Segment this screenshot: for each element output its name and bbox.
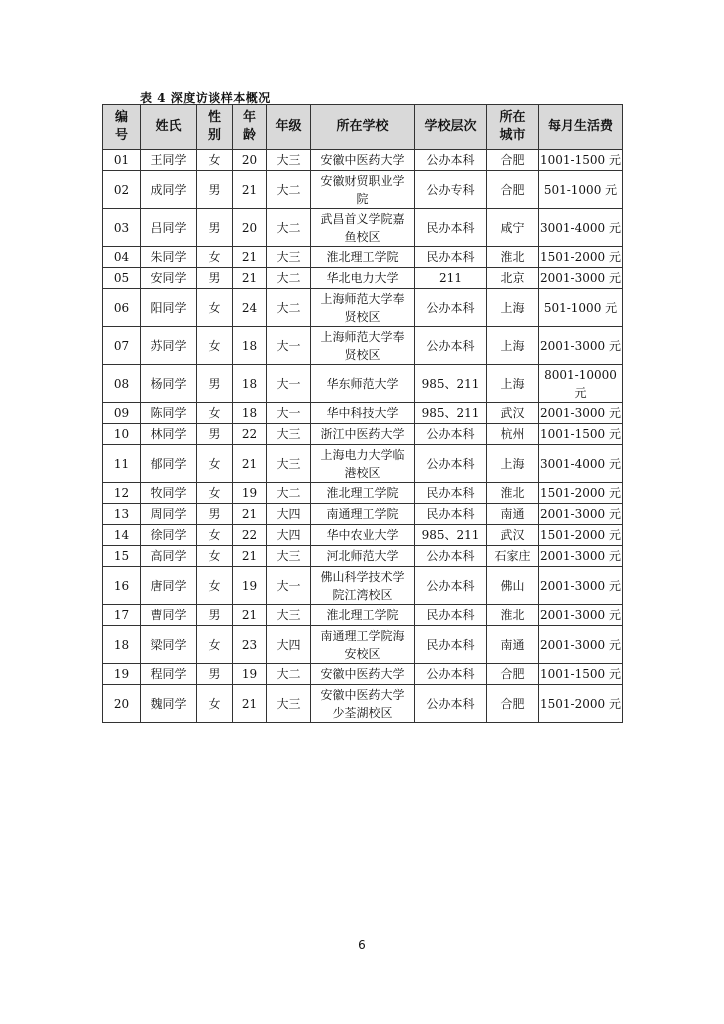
cell-level: 211 [415,268,487,289]
table-row [103,685,623,723]
cell-school: 安徽中医药大学 [311,664,415,685]
cell-id: 10 [103,424,141,445]
cell-age: 23 [233,626,267,664]
cell-city: 杭州 [487,424,539,445]
cell-grade: 大二 [267,268,311,289]
cell-gender: 女 [197,289,233,327]
cell-gender: 男 [197,504,233,525]
table-row [103,150,623,171]
cell-level: 民办本科 [415,483,487,504]
cell-city: 武汉 [487,403,539,424]
header-gender: 性 别 [197,105,233,150]
cell-grade: 大四 [267,525,311,546]
cell-school: 华东师范大学 [311,365,415,403]
cell-school: 淮北理工学院 [311,605,415,626]
cell-age: 19 [233,567,267,605]
cell-cost: 501-1000 元 [539,289,623,327]
cell-grade: 大二 [267,664,311,685]
cell-level: 公办专科 [415,171,487,209]
cell-cost: 1501-2000 元 [539,483,623,504]
table-row [103,365,623,403]
cell-age: 18 [233,327,267,365]
cell-id: 01 [103,150,141,171]
cell-city: 上海 [487,289,539,327]
cell-cost: 8001-10000 元 [539,365,623,403]
cell-age: 19 [233,664,267,685]
cell-gender: 女 [197,626,233,664]
cell-name: 吕同学 [141,209,197,247]
cell-level: 公办本科 [415,289,487,327]
cell-school: 淮北理工学院 [311,247,415,268]
cell-school: 南通理工学院 [311,504,415,525]
cell-school: 淮北理工学院 [311,483,415,504]
cell-name: 高同学 [141,546,197,567]
cell-level: 民办本科 [415,605,487,626]
cell-school: 浙江中医药大学 [311,424,415,445]
cell-id: 13 [103,504,141,525]
cell-gender: 女 [197,403,233,424]
cell-grade: 大一 [267,365,311,403]
cell-cost: 1001-1500 元 [539,150,623,171]
table-caption: 表 4 深度访谈样本概况 [140,91,271,105]
table-row [103,424,623,445]
header-school: 所在学校 [311,105,415,150]
header-cost: 每月生活费 [539,105,623,150]
cell-level: 公办本科 [415,445,487,483]
cell-school: 华北电力大学 [311,268,415,289]
cell-name: 林同学 [141,424,197,445]
cell-school: 华中科技大学 [311,403,415,424]
cell-age: 19 [233,483,267,504]
cell-age: 21 [233,171,267,209]
cell-id: 19 [103,664,141,685]
cell-cost: 1501-2000 元 [539,247,623,268]
cell-city: 南通 [487,626,539,664]
cell-name: 牧同学 [141,483,197,504]
cell-cost: 2001-3000 元 [539,504,623,525]
cell-cost: 2001-3000 元 [539,567,623,605]
cell-city: 合肥 [487,685,539,723]
cell-gender: 女 [197,525,233,546]
cell-school: 安徽中医药大学 [311,150,415,171]
cell-id: 15 [103,546,141,567]
table-body [103,150,623,723]
cell-id: 11 [103,445,141,483]
cell-age: 21 [233,268,267,289]
cell-school: 安徽财贸职业学 院 [311,171,415,209]
cell-name: 安同学 [141,268,197,289]
cell-school: 南通理工学院海 安校区 [311,626,415,664]
table-row [103,327,623,365]
cell-city: 咸宁 [487,209,539,247]
table-row [103,445,623,483]
cell-school: 上海师范大学奉 贤校区 [311,289,415,327]
cell-id: 03 [103,209,141,247]
cell-name: 杨同学 [141,365,197,403]
cell-city: 淮北 [487,605,539,626]
cell-id: 14 [103,525,141,546]
cell-grade: 大三 [267,685,311,723]
cell-level: 公办本科 [415,150,487,171]
cell-id: 07 [103,327,141,365]
cell-cost: 2001-3000 元 [539,403,623,424]
table-row [103,247,623,268]
cell-level: 公办本科 [415,424,487,445]
cell-grade: 大二 [267,209,311,247]
cell-grade: 大三 [267,605,311,626]
table-row [103,525,623,546]
cell-city: 合肥 [487,150,539,171]
cell-age: 21 [233,685,267,723]
cell-id: 16 [103,567,141,605]
cell-grade: 大一 [267,327,311,365]
cell-id: 05 [103,268,141,289]
header-grade: 年级 [267,105,311,150]
header-id: 编 号 [103,105,141,150]
cell-gender: 女 [197,567,233,605]
cell-city: 上海 [487,365,539,403]
cell-grade: 大三 [267,445,311,483]
cell-city: 佛山 [487,567,539,605]
cell-cost: 2001-3000 元 [539,327,623,365]
table-row [103,626,623,664]
cell-level: 民办本科 [415,504,487,525]
cell-level: 公办本科 [415,664,487,685]
cell-city: 上海 [487,445,539,483]
cell-cost: 3001-4000 元 [539,445,623,483]
cell-id: 06 [103,289,141,327]
cell-level: 民办本科 [415,626,487,664]
cell-grade: 大三 [267,546,311,567]
cell-gender: 男 [197,209,233,247]
cell-id: 12 [103,483,141,504]
cell-grade: 大二 [267,483,311,504]
cell-cost: 2001-3000 元 [539,268,623,289]
cell-id: 04 [103,247,141,268]
cell-age: 22 [233,525,267,546]
table-row [103,289,623,327]
table-row [103,664,623,685]
cell-name: 曹同学 [141,605,197,626]
cell-gender: 女 [197,546,233,567]
header-name: 姓氏 [141,105,197,150]
header-age: 年 龄 [233,105,267,150]
cell-grade: 大三 [267,424,311,445]
header-level: 学校层次 [415,105,487,150]
cell-id: 17 [103,605,141,626]
cell-cost: 3001-4000 元 [539,209,623,247]
cell-gender: 女 [197,685,233,723]
cell-age: 21 [233,445,267,483]
cell-level: 985、211 [415,365,487,403]
table-row [103,209,623,247]
cell-id: 18 [103,626,141,664]
cell-grade: 大四 [267,626,311,664]
cell-school: 佛山科学技术学 院江湾校区 [311,567,415,605]
table-row [103,483,623,504]
cell-cost: 1501-2000 元 [539,525,623,546]
table-row [103,403,623,424]
table-row [103,605,623,626]
cell-cost: 2001-3000 元 [539,546,623,567]
cell-cost: 1001-1500 元 [539,424,623,445]
cell-gender: 女 [197,327,233,365]
cell-cost: 1001-1500 元 [539,664,623,685]
cell-grade: 大四 [267,504,311,525]
cell-gender: 男 [197,664,233,685]
cell-name: 成同学 [141,171,197,209]
cell-gender: 女 [197,150,233,171]
cell-age: 18 [233,365,267,403]
cell-cost: 1501-2000 元 [539,685,623,723]
cell-name: 程同学 [141,664,197,685]
cell-id: 08 [103,365,141,403]
cell-city: 武汉 [487,525,539,546]
cell-grade: 大二 [267,289,311,327]
cell-cost: 501-1000 元 [539,171,623,209]
cell-grade: 大一 [267,403,311,424]
cell-name: 梁同学 [141,626,197,664]
cell-gender: 男 [197,171,233,209]
cell-gender: 男 [197,605,233,626]
cell-name: 徐同学 [141,525,197,546]
header-row [103,105,623,150]
cell-id: 09 [103,403,141,424]
cell-school: 上海电力大学临 港校区 [311,445,415,483]
cell-id: 02 [103,171,141,209]
cell-grade: 大一 [267,567,311,605]
cell-age: 21 [233,546,267,567]
cell-name: 朱同学 [141,247,197,268]
cell-age: 21 [233,504,267,525]
cell-name: 魏同学 [141,685,197,723]
cell-id: 20 [103,685,141,723]
cell-level: 985、211 [415,403,487,424]
cell-gender: 女 [197,247,233,268]
cell-city: 合肥 [487,171,539,209]
cell-name: 周同学 [141,504,197,525]
cell-gender: 女 [197,445,233,483]
cell-city: 石家庄 [487,546,539,567]
cell-age: 24 [233,289,267,327]
cell-city: 淮北 [487,247,539,268]
cell-city: 上海 [487,327,539,365]
cell-level: 民办本科 [415,247,487,268]
cell-age: 21 [233,247,267,268]
cell-city: 北京 [487,268,539,289]
table-row [103,268,623,289]
table-row [103,171,623,209]
cell-cost: 2001-3000 元 [539,605,623,626]
cell-age: 22 [233,424,267,445]
cell-name: 苏同学 [141,327,197,365]
cell-grade: 大三 [267,150,311,171]
cell-level: 公办本科 [415,327,487,365]
cell-gender: 女 [197,483,233,504]
header-city: 所在 城市 [487,105,539,150]
cell-name: 阳同学 [141,289,197,327]
cell-level: 公办本科 [415,546,487,567]
cell-gender: 男 [197,424,233,445]
cell-level: 民办本科 [415,209,487,247]
cell-city: 南通 [487,504,539,525]
cell-level: 公办本科 [415,685,487,723]
table-row [103,504,623,525]
cell-age: 21 [233,605,267,626]
cell-name: 郁同学 [141,445,197,483]
cell-cost: 2001-3000 元 [539,626,623,664]
table-row [103,567,623,605]
sample-table [102,104,623,723]
cell-school: 上海师范大学奉 贤校区 [311,327,415,365]
cell-gender: 男 [197,268,233,289]
cell-name: 唐同学 [141,567,197,605]
cell-level: 公办本科 [415,567,487,605]
cell-level: 985、211 [415,525,487,546]
cell-city: 淮北 [487,483,539,504]
cell-city: 合肥 [487,664,539,685]
cell-age: 20 [233,209,267,247]
cell-name: 王同学 [141,150,197,171]
cell-school: 华中农业大学 [311,525,415,546]
cell-age: 18 [233,403,267,424]
page-number: 6 [358,938,366,952]
table-row [103,546,623,567]
cell-grade: 大二 [267,171,311,209]
cell-name: 陈同学 [141,403,197,424]
cell-age: 20 [233,150,267,171]
cell-school: 安徽中医药大学 少荃湖校区 [311,685,415,723]
cell-grade: 大三 [267,247,311,268]
cell-school: 武昌首义学院嘉 鱼校区 [311,209,415,247]
cell-gender: 男 [197,365,233,403]
cell-school: 河北师范大学 [311,546,415,567]
